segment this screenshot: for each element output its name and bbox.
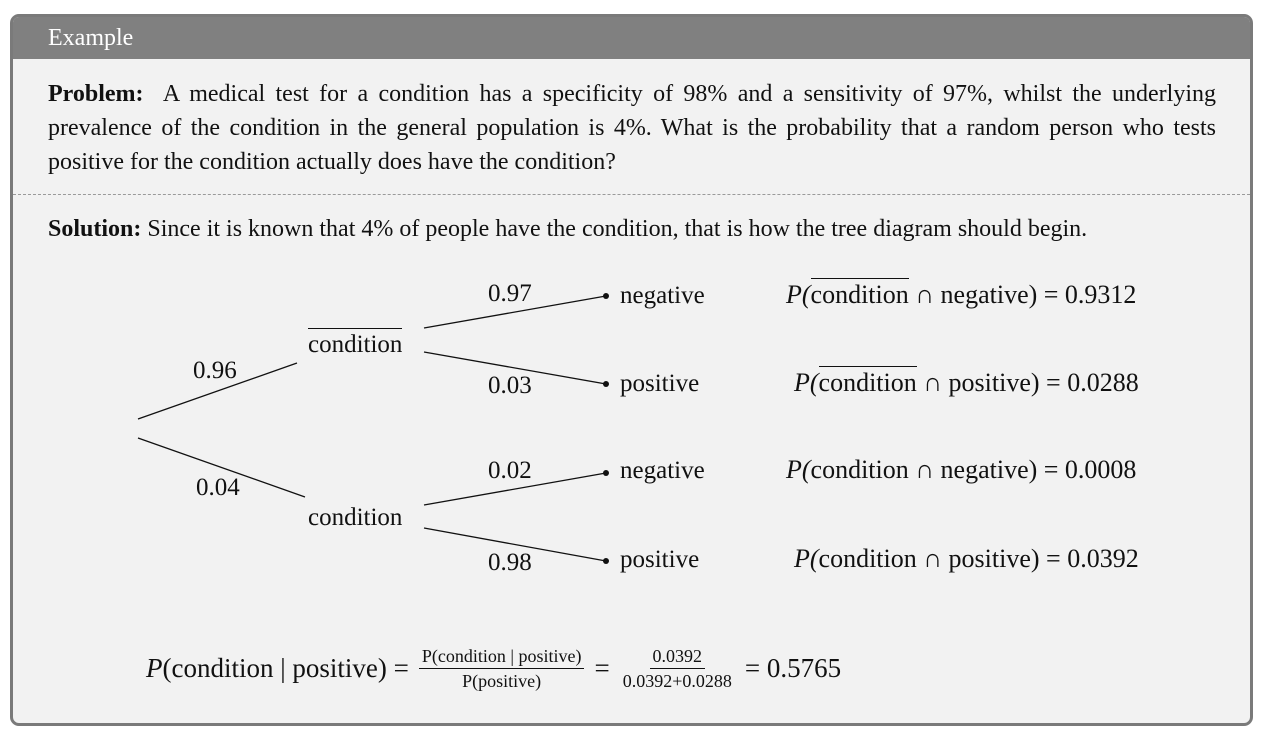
leaf-label-1: negative <box>620 282 705 309</box>
joint-p-1: P( <box>786 280 811 309</box>
tree-leaf-dot-3 <box>603 470 609 476</box>
leaf-label-2: positive <box>620 370 700 397</box>
leaf-prob-1: 0.97 <box>488 280 532 307</box>
leaf-prob-2: 0.03 <box>488 372 532 399</box>
fraction-1-numerator: P(condition | positive) <box>419 645 585 669</box>
solution-label: Solution: <box>48 216 142 242</box>
leaf-prob-3: 0.02 <box>488 457 532 484</box>
joint-rest-1: ∩ negative) = 0.9312 <box>915 280 1137 309</box>
prob-not-condition: 0.96 <box>193 357 237 384</box>
leaf-prob-4: 0.98 <box>488 549 532 576</box>
joint-p-4: P( <box>794 544 819 573</box>
problem-text: A medical test for a condition has a specificity of 98% and a sensitivity of 97%, whilst the underlying prevalence of the condition in the general population is 4%. What is the probability that a random person who tests positive for the condition actually does have the condition? <box>48 81 1216 175</box>
fraction-2-denominator: 0.0392+0.0288 <box>622 670 732 691</box>
problem-label: Problem: <box>48 81 144 107</box>
fraction-1-denominator: P(positive) <box>462 670 542 691</box>
node-condition: condition <box>308 504 403 531</box>
tree-leaf-dot-4 <box>603 558 609 564</box>
tree-leaf-dot-1 <box>603 293 609 299</box>
solution-text: Since it is known that 4% of people have the condition, that is how the tree diagram should begin. <box>147 216 1088 242</box>
leaf-label-3: negative <box>620 457 705 484</box>
joint-p-2: P( <box>794 368 819 397</box>
prob-condition: 0.04 <box>196 474 240 501</box>
formula-lhs: (condition | positive) = <box>162 652 409 683</box>
example-header: Example <box>13 17 1250 59</box>
leaf-label-4: positive <box>620 546 700 573</box>
joint-event-3: condition <box>810 455 909 484</box>
formula-fraction-2 <box>620 645 735 692</box>
bayes-formula <box>146 640 841 696</box>
formula-p: P <box>146 652 163 683</box>
formula-fraction-1 <box>419 645 585 692</box>
joint-event-4: condition <box>818 544 917 573</box>
joint-prob-2 <box>794 368 1139 398</box>
joint-prob-4 <box>794 544 1139 574</box>
joint-rest-3: ∩ negative) = 0.0008 <box>915 455 1137 484</box>
fraction-2-numerator: 0.0392 <box>650 645 706 669</box>
joint-rest-4: ∩ positive) = 0.0392 <box>923 544 1139 573</box>
joint-rest-2: ∩ positive) = 0.0288 <box>923 368 1139 397</box>
joint-prob-3 <box>786 455 1136 485</box>
joint-prob-1 <box>786 280 1136 310</box>
formula-result: = 0.5765 <box>744 652 842 683</box>
joint-event-1: condition <box>810 280 909 309</box>
formula-equals: = <box>594 652 610 683</box>
joint-event-2: condition <box>818 368 917 397</box>
joint-p-3: P( <box>786 455 811 484</box>
tree-leaf-dot-2 <box>603 381 609 387</box>
node-not-condition: condition <box>308 328 402 360</box>
